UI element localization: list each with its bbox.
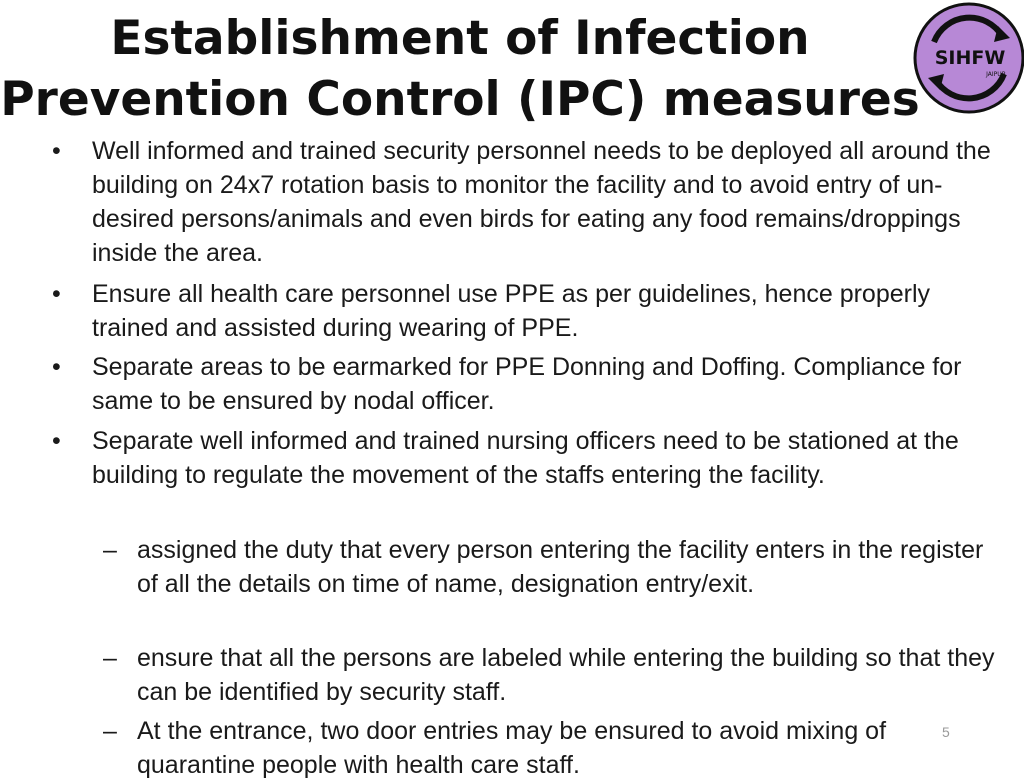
bullet-text: Separate areas to be earmarked for PPE Donning and Doffing. Compliance for same to be ensured by nodal officer.: [92, 353, 962, 415]
bullet-marker: •: [52, 427, 61, 455]
bullet-text: Ensure all health care personnel use PPE as per guidelines, hence properly trained and assisted during wearing of PPE.: [92, 280, 931, 342]
sub-bullet-item: [103, 641, 1007, 709]
dash-marker: –: [103, 717, 117, 745]
logo-subtext: JAIPUR: [986, 71, 1006, 78]
bullet-marker: •: [52, 353, 61, 381]
bullet-text: Well informed and trained security personnel needs to be deployed all around the building on 24x7 rotation basis to monitor the facility and to avoid entry of un- desired persons/animals and even birds for eating any food remains/droppings inside the area.: [92, 137, 991, 267]
dash-marker: –: [103, 536, 117, 564]
sub-bullet-text: At the entrance, two door entries may be ensured to avoid mixing of quarantine people with health care staff.: [137, 717, 887, 779]
sub-bullet-item: [103, 714, 1007, 782]
bullet-item: [52, 277, 992, 345]
slide-number: 5: [942, 724, 950, 740]
bullet-item: [52, 134, 992, 270]
sub-bullet-text: assigned the duty that every person entering the facility enters in the register of all the details on time of name, designation entry/exit.: [137, 536, 984, 598]
dash-marker: –: [103, 644, 117, 672]
bullet-item: [52, 424, 992, 492]
bullet-marker: •: [52, 137, 61, 165]
bullet-marker: •: [52, 280, 61, 308]
slide-title: [0, 8, 920, 130]
sub-bullet-text: ensure that all the persons are labeled while entering the building so that they can be identified by security staff.: [137, 644, 995, 706]
title-line-1: Establishment of Infection: [110, 11, 810, 66]
sihfw-logo: [912, 0, 1024, 116]
sub-bullet-item: [103, 533, 1007, 601]
bullet-text: Separate well informed and trained nursing officers need to be stationed at the building to regulate the movement of the staffs entering the facility.: [92, 427, 959, 489]
bullet-item: [52, 350, 992, 418]
logo-text: SIHFW: [934, 47, 1006, 69]
title-line-2: Prevention Control (IPC) measures: [0, 72, 920, 127]
